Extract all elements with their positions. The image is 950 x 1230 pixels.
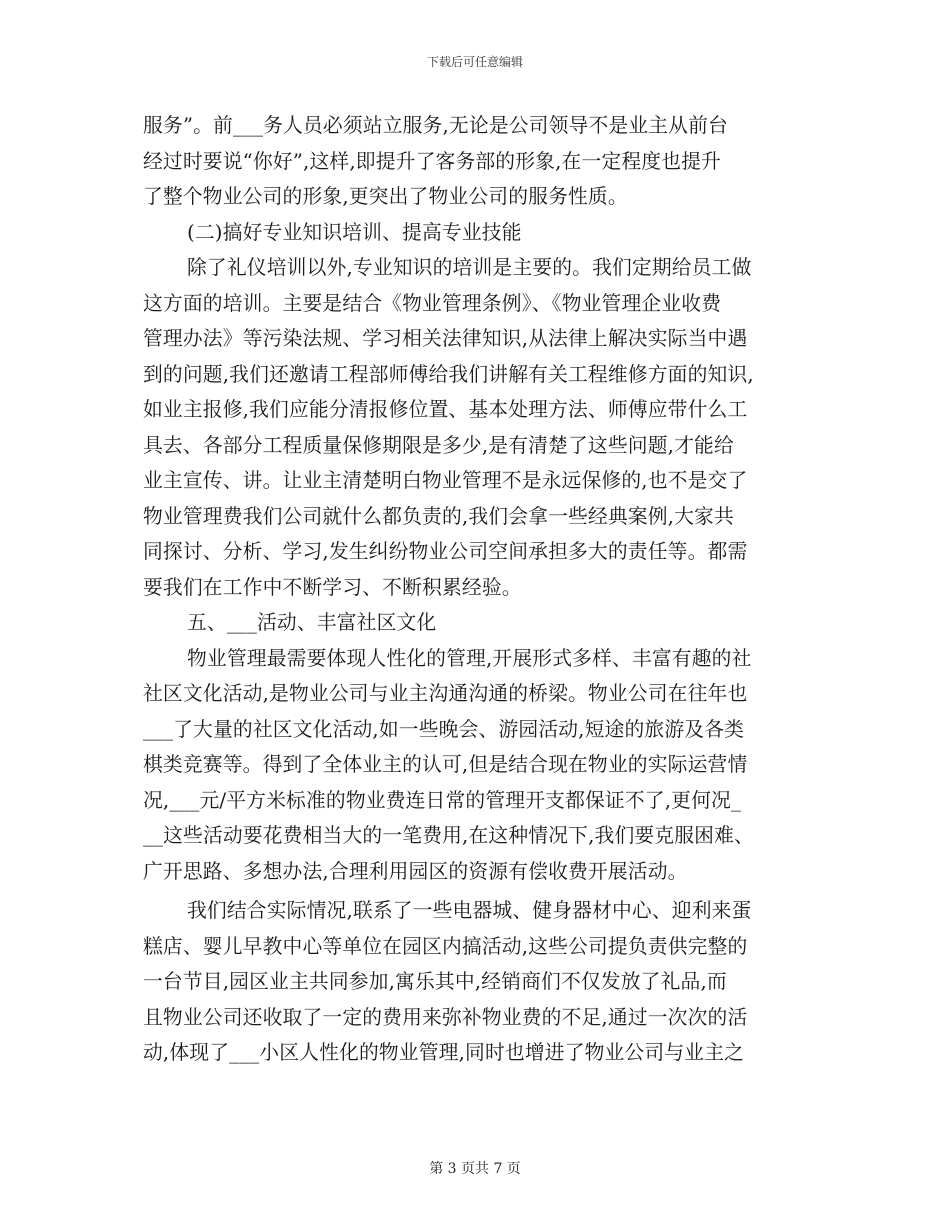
text-line: 物业管理费我们公司就什么都负责的,我们会拿一些经典案例,大家共 (143, 504, 734, 528)
text-line: 五、___活动、丰富社区文化 (187, 611, 437, 634)
text-line: 如业主报修,我们应能分清报修位置、基本处理方法、师傅应带什么工 (143, 398, 748, 421)
text-line: 这方面的培训。主要是结合《物业管理条例》、《物业管理企业收费 (143, 291, 722, 315)
text-line: 同探讨、分析、学习,发生纠纷物业公司空间承担多大的责任等。都需 (143, 540, 748, 563)
text-line: 管理办法》等污染法规、学习相关法律知识,从法律上解决实际当中遇 (143, 327, 748, 350)
text-line: 棋类竞赛等。得到了全体业主的认可,但是结合现在物业的实际运营情 (143, 753, 748, 776)
text-line: 我们结合实际情况,联系了一些电器城、健身器材中心、迎利来蛋 (187, 899, 752, 922)
text-line: 除了礼仪培训以外,专业知识的培训是主要的。我们定期给员工做 (187, 256, 752, 279)
text-line: 动,体现了___小区人性化的物业管理,同时也增进了物业公司与业主之 (143, 1041, 745, 1064)
text-line: 况,___元/平方米标准的物业费连日常的管理开支都保证不了,更何况_ (143, 788, 741, 812)
text-line: 了整个物业公司的形象,更突出了物业公司的服务性质。 (143, 185, 628, 208)
text-line: ___了大量的社区文化活动,如一些晚会、游园活动,短途的旅游及各类 (143, 717, 745, 741)
text-line: 经过时要说“你好”,这样,即提升了客务部的形象,在一定程度也提升 (143, 149, 721, 173)
text-line: 社区文化活动,是物业公司与业主沟通沟通的桥梁。物业公司在往年也 (143, 682, 748, 705)
text-line: 且物业公司还收取了一定的费用来弥补物业费的不足,通过一次次的活 (143, 1005, 748, 1029)
page-header: 下载后可任意编辑 (426, 55, 523, 69)
document-body (143, 108, 808, 1071)
text-line: (二)搞好专业知识培训、提高专业技能 (187, 220, 522, 244)
text-line: 物业管理最需要体现人性化的管理,开展形式多样、丰富有趣的社 (187, 646, 752, 670)
text-line: 业主宣传、讲。让业主清楚明白物业管理不是永远保修的,也不是交了 (143, 469, 748, 492)
text-line: 糕店、婴儿早教中心等单位在园区内搞活动,这些公司提负责供完整的 (143, 934, 748, 958)
text-line: __这些活动要花费相当大的一笔费用,在这种情况下,我们要克服困难、 (143, 824, 754, 847)
text-line: 一台节目,园区业主共同参加,寓乐其中,经销商们不仅发放了礼品,而 (143, 970, 727, 993)
text-line: 到的问题,我们还邀请工程部师傅给我们讲解有关工程维修方面的知识, (143, 362, 754, 386)
text-line: 要我们在工作中不断学习、不断积累经验。 (143, 575, 522, 599)
page-footer: 第 3 页共 7 页 (429, 1161, 521, 1177)
text-line: 广开思路、多想办法,合理利用园区的资源有偿收费开展活动。 (143, 859, 688, 883)
text-line: 具去、各部分工程质量保修期限是多少,是有清楚了这些问题,才能给 (143, 433, 734, 457)
text-line: 服务”。前___务人员必须站立服务,无论是公司领导不是业主从前台 (143, 114, 728, 137)
